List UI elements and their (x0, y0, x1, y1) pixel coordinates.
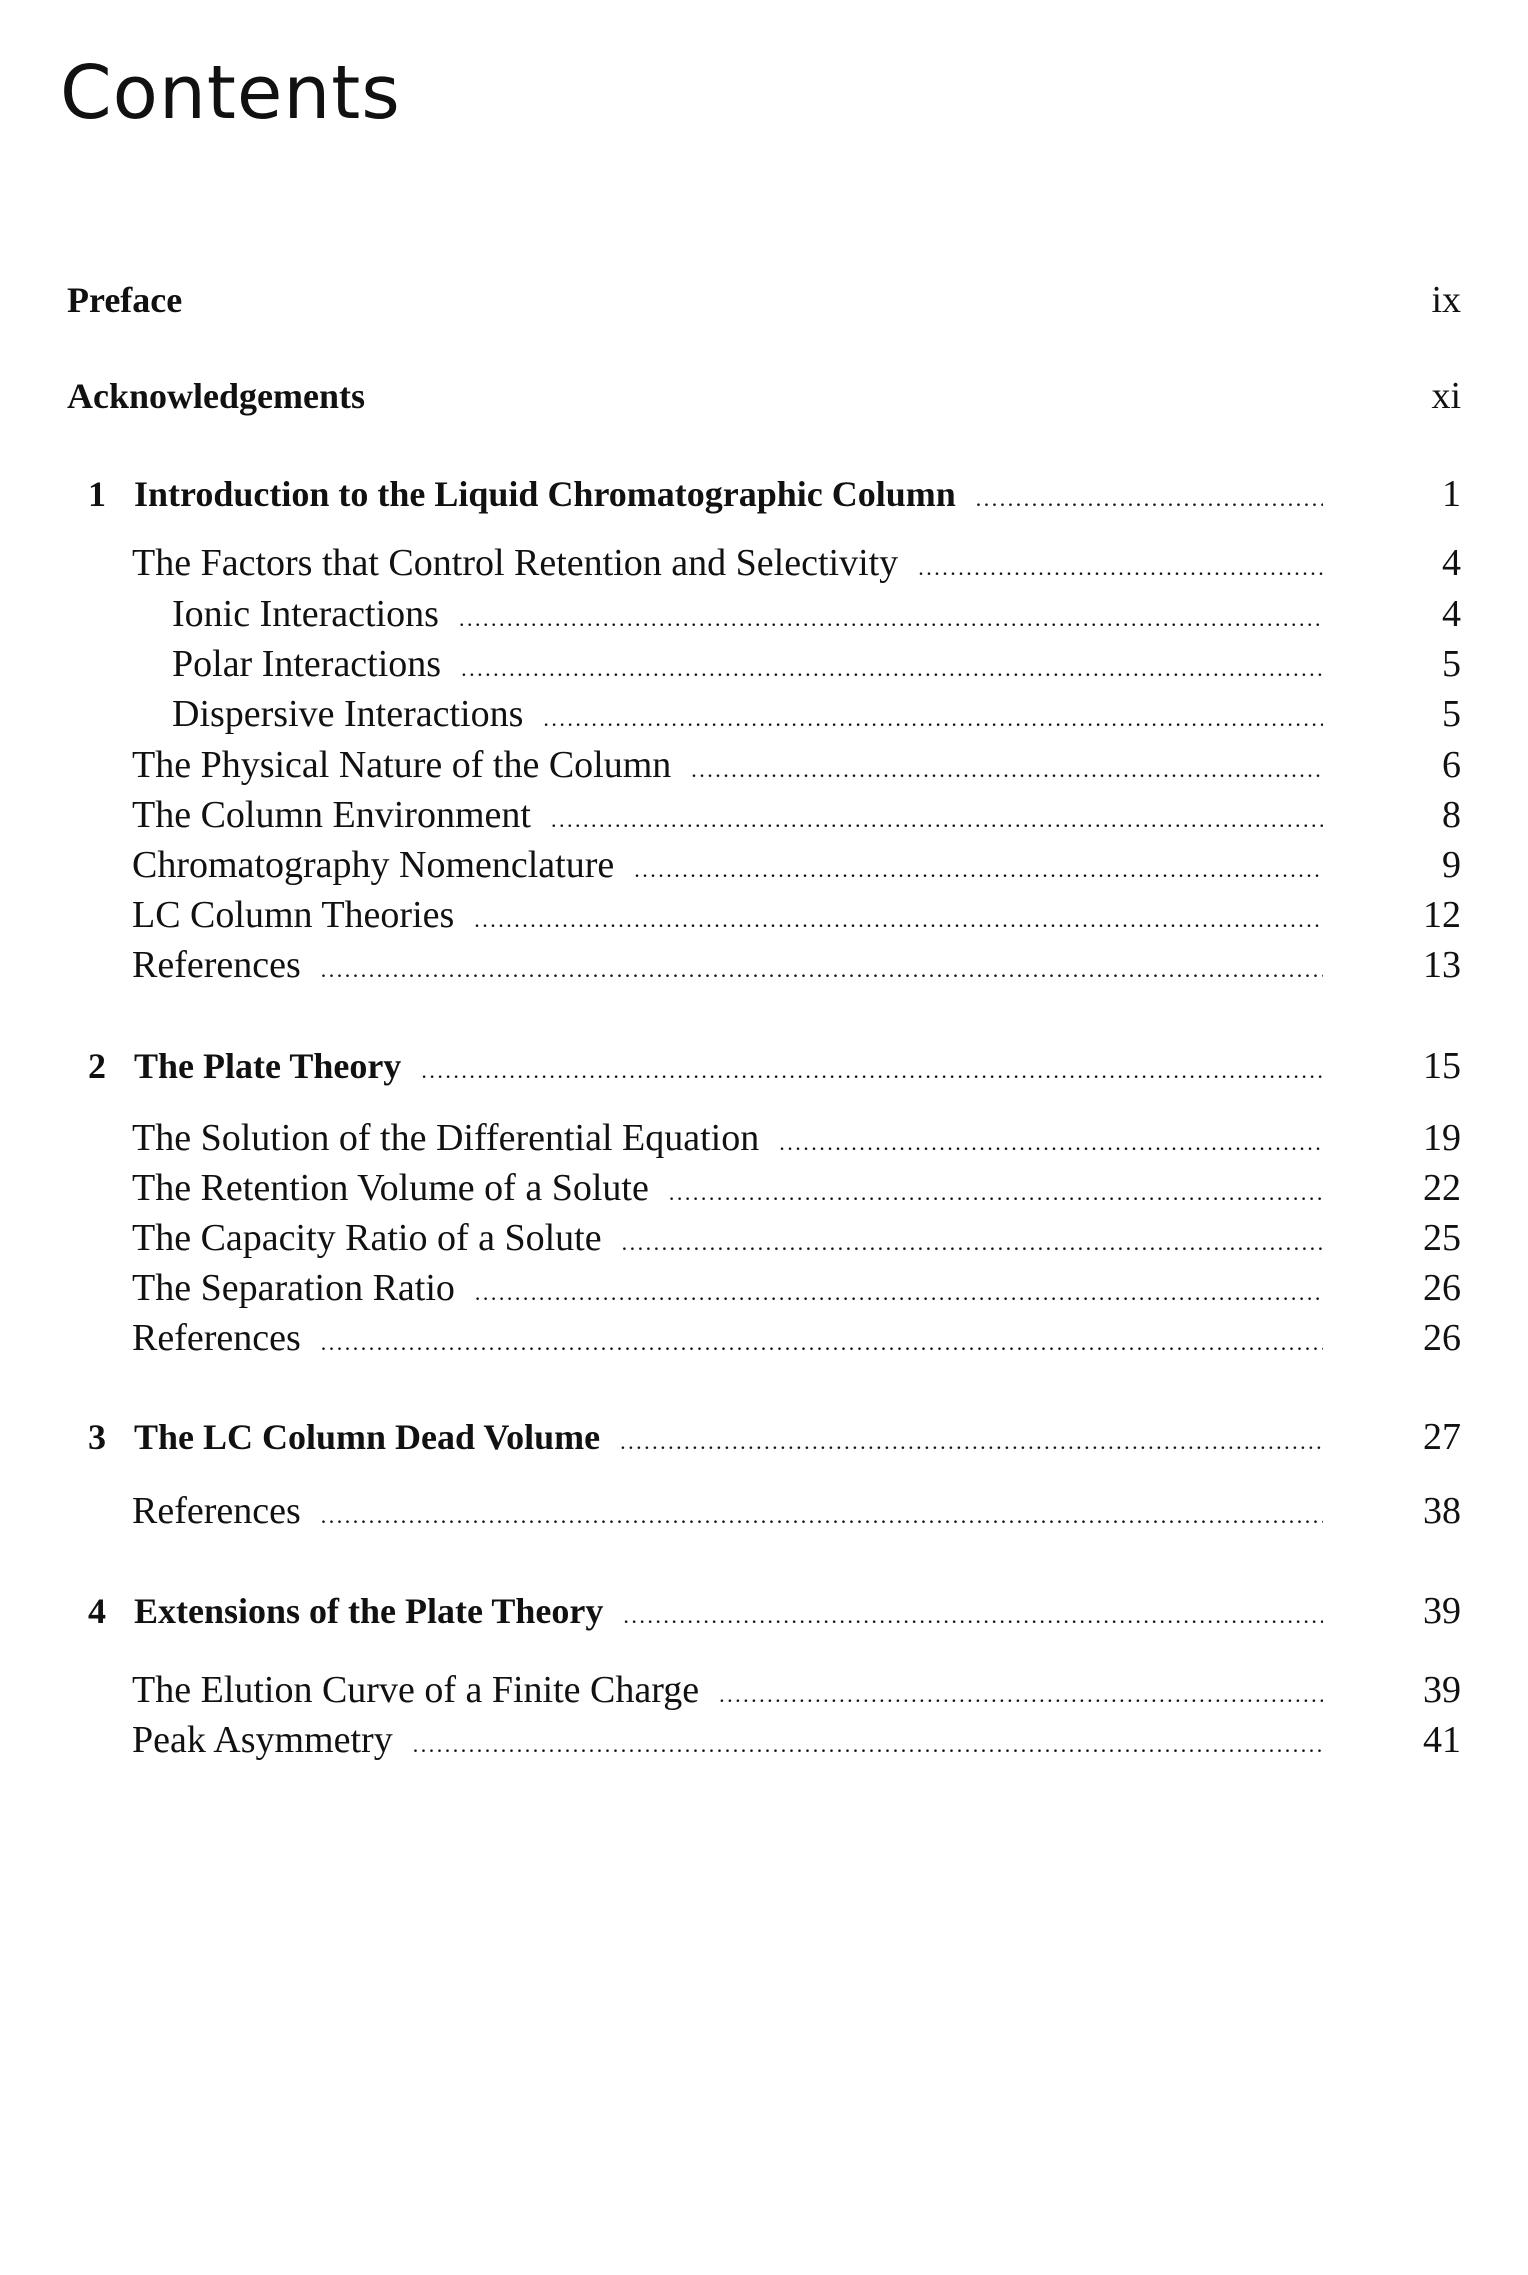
toc-subsection[interactable] (172, 592, 1461, 636)
toc-section[interactable] (132, 793, 1461, 837)
section-title: The Column Environment (132, 794, 531, 836)
dot-leader (779, 1116, 1323, 1160)
chapter-page: 39 (1423, 1590, 1461, 1632)
dot-leader (918, 541, 1323, 585)
section-page: 22 (1423, 1167, 1461, 1209)
toc-chapter-4[interactable] (88, 1589, 1461, 1633)
subsection-title: Dispersive Interactions (172, 693, 524, 735)
dot-leader (622, 1216, 1323, 1260)
section-title: The Solution of the Differential Equation (132, 1117, 760, 1159)
toc-subsection[interactable] (172, 692, 1461, 736)
subsection-title: Ionic Interactions (172, 593, 439, 635)
dot-leader (620, 1416, 1323, 1458)
section-page: 39 (1423, 1669, 1461, 1711)
chapter-page: 1 (1442, 473, 1461, 515)
dot-leader (669, 1166, 1323, 1210)
toc-section[interactable] (132, 893, 1461, 937)
chapter-page: 15 (1423, 1045, 1461, 1087)
section-page: 9 (1442, 844, 1461, 886)
toc-entry-page: xi (1431, 375, 1461, 417)
dot-leader (459, 592, 1323, 636)
section-page: 41 (1423, 1719, 1461, 1761)
section-title: References (132, 944, 301, 986)
dot-leader (543, 692, 1323, 736)
toc-section[interactable] (132, 1316, 1461, 1360)
section-title: Peak Asymmetry (132, 1719, 393, 1761)
dot-leader (321, 943, 1323, 987)
dot-leader (551, 793, 1323, 837)
toc-section[interactable] (132, 743, 1461, 787)
toc-section[interactable] (132, 943, 1461, 987)
toc-chapter-2[interactable] (88, 1044, 1461, 1088)
chapter-number: 2 (88, 1046, 106, 1086)
section-page: 8 (1442, 794, 1461, 836)
toc-entry-preface[interactable] (67, 278, 1461, 322)
section-title: The Capacity Ratio of a Solute (132, 1217, 602, 1259)
dot-leader (321, 1316, 1323, 1360)
toc-section[interactable] (132, 1718, 1461, 1762)
subsection-page: 5 (1442, 693, 1461, 735)
toc-entry-page: ix (1431, 279, 1461, 321)
chapter-number: 3 (88, 1417, 106, 1457)
dot-leader (321, 1489, 1323, 1533)
dot-leader (623, 1590, 1323, 1632)
toc-chapter-1[interactable] (88, 472, 1461, 516)
chapter-number: 1 (88, 474, 106, 514)
dot-leader (474, 893, 1323, 937)
section-title: The Factors that Control Retention and Selectivity (132, 542, 899, 584)
section-page: 26 (1423, 1317, 1461, 1359)
dot-leader (421, 1045, 1323, 1087)
section-page: 19 (1423, 1117, 1461, 1159)
section-title: References (132, 1490, 301, 1532)
section-page: 26 (1423, 1267, 1461, 1309)
toc-entry-acknowledgements[interactable] (67, 374, 1461, 418)
section-page: 4 (1442, 542, 1461, 584)
section-page: 25 (1423, 1217, 1461, 1259)
section-page: 38 (1423, 1490, 1461, 1532)
chapter-number: 4 (88, 1591, 106, 1631)
dot-leader (634, 843, 1323, 887)
dot-leader (461, 642, 1323, 686)
page-title: Contents (60, 50, 401, 136)
section-title: The Elution Curve of a Finite Charge (132, 1669, 700, 1711)
toc-section[interactable] (132, 843, 1461, 887)
chapter-title: Introduction to the Liquid Chromatographic Column (134, 474, 956, 514)
toc-section[interactable] (132, 1668, 1461, 1712)
section-title: LC Column Theories (132, 894, 455, 936)
toc-subsection[interactable] (172, 642, 1461, 686)
section-page: 12 (1423, 894, 1461, 936)
toc-section[interactable] (132, 1116, 1461, 1160)
dot-leader (719, 1668, 1323, 1712)
toc-entry-title: Preface (67, 280, 183, 320)
section-title: Chromatography Nomenclature (132, 844, 615, 886)
subsection-page: 4 (1442, 593, 1461, 635)
toc-chapter-3[interactable] (88, 1415, 1461, 1459)
chapter-page: 27 (1423, 1416, 1461, 1458)
section-title: The Separation Ratio (132, 1267, 455, 1309)
section-title: The Retention Volume of a Solute (132, 1167, 649, 1209)
toc-section[interactable] (132, 1266, 1461, 1310)
section-title: The Physical Nature of the Column (132, 744, 672, 786)
dot-leader (475, 1266, 1323, 1310)
subsection-page: 5 (1442, 643, 1461, 685)
subsection-title: Polar Interactions (172, 643, 442, 685)
section-title: References (132, 1317, 301, 1359)
toc-section[interactable] (132, 1216, 1461, 1260)
dot-leader (413, 1718, 1323, 1762)
dot-leader (976, 473, 1323, 515)
toc-section[interactable] (132, 1489, 1461, 1533)
section-page: 6 (1442, 744, 1461, 786)
section-page: 13 (1423, 944, 1461, 986)
chapter-title: Extensions of the Plate Theory (134, 1591, 604, 1631)
toc-section[interactable] (132, 1166, 1461, 1210)
toc-entry-title: Acknowledgements (67, 376, 365, 416)
chapter-title: The Plate Theory (134, 1046, 402, 1086)
toc-section[interactable] (132, 541, 1461, 585)
chapter-title: The LC Column Dead Volume (134, 1417, 601, 1457)
dot-leader (691, 743, 1323, 787)
